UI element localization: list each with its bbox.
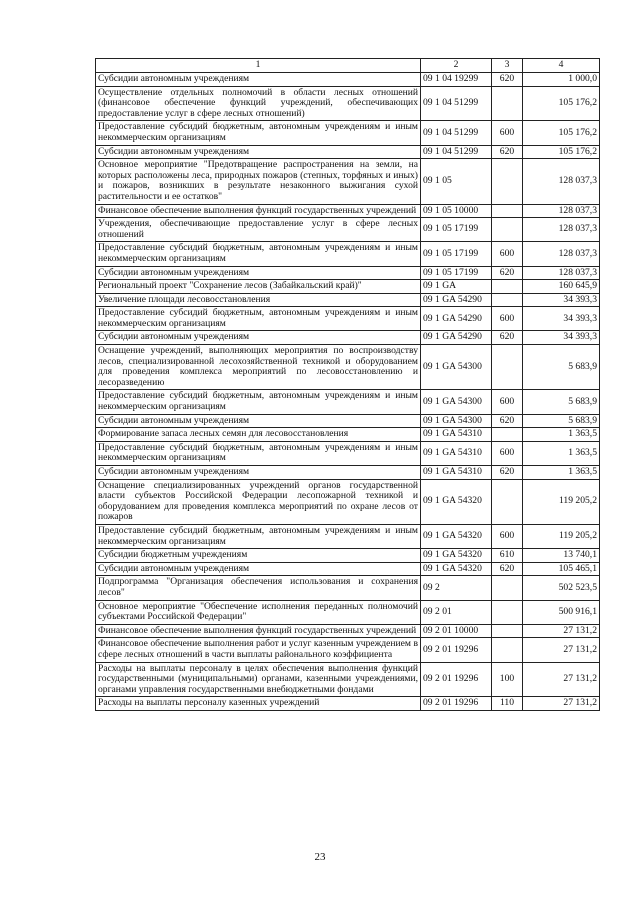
- table-row: [96, 576, 600, 600]
- row-type-cell: 600: [492, 441, 523, 465]
- row-sum-cell: 128 037,3: [523, 266, 600, 280]
- row-type-cell: [492, 624, 523, 638]
- row-code-cell: 09 1 05 17199: [421, 266, 492, 280]
- row-sum-cell: 5 683,9: [523, 345, 600, 390]
- row-sum-cell: 128 037,3: [523, 242, 600, 266]
- row-code-cell: 09 1 04 51299: [421, 145, 492, 159]
- row-type-cell: [492, 280, 523, 294]
- table-row: [96, 600, 600, 624]
- row-sum-cell: 128 037,3: [523, 218, 600, 242]
- table-row: [96, 242, 600, 266]
- table-row: [96, 293, 600, 307]
- column-header: 3: [492, 59, 523, 73]
- row-type-cell: 100: [492, 662, 523, 697]
- row-type-cell: 620: [492, 266, 523, 280]
- row-code-cell: 09 1 04 19299: [421, 73, 492, 87]
- row-type-cell: 110: [492, 697, 523, 711]
- row-name-cell: Финансовое обеспечение выполнения функций государственных учреждений: [96, 624, 421, 638]
- row-sum-cell: 5 683,9: [523, 414, 600, 428]
- table-row: [96, 524, 600, 548]
- row-sum-cell: 27 131,2: [523, 662, 600, 697]
- row-name-cell: Формирование запаса лесных семян для лесовосстановления: [96, 428, 421, 442]
- row-code-cell: 09 1 04 51299: [421, 86, 492, 121]
- row-code-cell: 09 1 GA 54320: [421, 549, 492, 563]
- column-header: 4: [523, 59, 600, 73]
- row-sum-cell: 500 916,1: [523, 600, 600, 624]
- row-name-cell: Предоставление субсидий бюджетным, автономным учреждениям и иным некоммерческим организациям: [96, 524, 421, 548]
- table-row: [96, 549, 600, 563]
- row-name-cell: Субсидии автономным учреждениям: [96, 331, 421, 345]
- row-sum-cell: 34 393,3: [523, 293, 600, 307]
- table-row: [96, 280, 600, 294]
- row-name-cell: Предоставление субсидий бюджетным, автономным учреждениям и иным некоммерческим организациям: [96, 441, 421, 465]
- row-name-cell: Основное мероприятие "Обеспечение исполнения переданных полномочий субъектами Российской Федерации": [96, 600, 421, 624]
- row-sum-cell: 105 176,2: [523, 121, 600, 145]
- row-code-cell: 09 1 04 51299: [421, 121, 492, 145]
- row-sum-cell: 27 131,2: [523, 624, 600, 638]
- table-row: [96, 624, 600, 638]
- column-header: 2: [421, 59, 492, 73]
- row-code-cell: 09 1 05 17199: [421, 242, 492, 266]
- row-code-cell: 09 2 01 10000: [421, 624, 492, 638]
- row-name-cell: Субсидии автономным учреждениям: [96, 466, 421, 480]
- table-row: [96, 307, 600, 331]
- row-code-cell: 09 2 01 19296: [421, 697, 492, 711]
- row-sum-cell: 160 645,9: [523, 280, 600, 294]
- table-row: [96, 414, 600, 428]
- row-sum-cell: 1 363,5: [523, 441, 600, 465]
- table-row: [96, 331, 600, 345]
- row-code-cell: 09 1 GA 54290: [421, 331, 492, 345]
- table-header-row: [96, 59, 600, 73]
- row-type-cell: 610: [492, 549, 523, 563]
- row-code-cell: 09 1 GA 54320: [421, 524, 492, 548]
- row-name-cell: Субсидии автономным учреждениям: [96, 414, 421, 428]
- row-type-cell: [492, 576, 523, 600]
- row-sum-cell: 27 131,2: [523, 697, 600, 711]
- row-sum-cell: 105 176,2: [523, 86, 600, 121]
- budget-table: [95, 58, 600, 711]
- row-name-cell: Оснащение специализированных учреждений органов государственной власти субъектов Российской Федерации лесопожарной техникой и оборудованием для проведения комплекса мероприятий по охране лесов от пожаров: [96, 479, 421, 524]
- row-type-cell: [492, 479, 523, 524]
- row-type-cell: 600: [492, 242, 523, 266]
- row-type-cell: 600: [492, 390, 523, 414]
- row-name-cell: Предоставление субсидий бюджетным, автономным учреждениям и иным некоммерческим организациям: [96, 307, 421, 331]
- row-type-cell: 620: [492, 73, 523, 87]
- row-code-cell: 09 2 01: [421, 600, 492, 624]
- row-type-cell: 600: [492, 121, 523, 145]
- row-sum-cell: 1 363,5: [523, 466, 600, 480]
- row-code-cell: 09 1 GA 54300: [421, 345, 492, 390]
- row-name-cell: Финансовое обеспечение выполнения работ и услуг казенным учреждением в сфере лесных отношений в части выплаты районального коэффициента: [96, 638, 421, 662]
- row-type-cell: 620: [492, 562, 523, 576]
- row-type-cell: 620: [492, 466, 523, 480]
- row-code-cell: 09 2: [421, 576, 492, 600]
- row-type-cell: 600: [492, 307, 523, 331]
- row-name-cell: Субсидии автономным учреждениям: [96, 562, 421, 576]
- row-name-cell: Предоставление субсидий бюджетным, автономным учреждениям и иным некоммерческим организациям: [96, 242, 421, 266]
- table-row: [96, 73, 600, 87]
- row-name-cell: Предоставление субсидий бюджетным, автономным учреждениям и иным некоммерческим организациям: [96, 121, 421, 145]
- row-code-cell: 09 1 GA 54300: [421, 414, 492, 428]
- row-type-cell: 600: [492, 524, 523, 548]
- row-code-cell: 09 1 GA 54290: [421, 307, 492, 331]
- row-name-cell: Региональный проект "Сохранение лесов (Забайкальский край)": [96, 280, 421, 294]
- table-row: [96, 466, 600, 480]
- table-row: [96, 562, 600, 576]
- row-sum-cell: 13 740,1: [523, 549, 600, 563]
- row-sum-cell: 128 037,3: [523, 204, 600, 218]
- row-name-cell: Расходы на выплаты персоналу казенных учреждений: [96, 697, 421, 711]
- row-code-cell: 09 1 05 17199: [421, 218, 492, 242]
- row-code-cell: 09 1 GA 54300: [421, 390, 492, 414]
- row-name-cell: Расходы на выплаты персоналу в целях обеспечения выполнения функций государственными (муниципальными) органами, казенными учреждениями, органами управления государственными внебюджетными фондами: [96, 662, 421, 697]
- row-sum-cell: 105 176,2: [523, 145, 600, 159]
- row-sum-cell: 119 205,2: [523, 524, 600, 548]
- row-type-cell: [492, 86, 523, 121]
- row-sum-cell: 5 683,9: [523, 390, 600, 414]
- table-row: [96, 266, 600, 280]
- table-row: [96, 662, 600, 697]
- table-row: [96, 218, 600, 242]
- row-sum-cell: 119 205,2: [523, 479, 600, 524]
- row-name-cell: Оснащение учреждений, выполняющих мероприятия по воспроизводству лесов, специализированной лесохозяйственной техникой и оборудованием для проведения комплекса мероприятий по лесовосстановлению и лесоразведению: [96, 345, 421, 390]
- row-type-cell: [492, 600, 523, 624]
- row-sum-cell: 128 037,3: [523, 159, 600, 204]
- table-row: [96, 121, 600, 145]
- row-type-cell: 620: [492, 145, 523, 159]
- row-code-cell: 09 1 GA 54310: [421, 466, 492, 480]
- row-sum-cell: 502 523,5: [523, 576, 600, 600]
- row-code-cell: 09 1 GA 54310: [421, 428, 492, 442]
- row-name-cell: Осуществление отдельных полномочий в области лесных отношений (финансовое обеспечение функций учреждений, обеспечивающих предоставление услуг в сфере лесных отношений): [96, 86, 421, 121]
- row-type-cell: [492, 293, 523, 307]
- table-row: [96, 390, 600, 414]
- table-row: [96, 638, 600, 662]
- row-type-cell: 620: [492, 414, 523, 428]
- row-sum-cell: 1 000,0: [523, 73, 600, 87]
- row-name-cell: Финансовое обеспечение выполнения функций государственных учреждений: [96, 204, 421, 218]
- row-code-cell: 09 2 01 19296: [421, 638, 492, 662]
- row-name-cell: Субсидии автономным учреждениям: [96, 73, 421, 87]
- row-type-cell: [492, 638, 523, 662]
- table-row: [96, 86, 600, 121]
- row-type-cell: [492, 218, 523, 242]
- page-number: 23: [314, 851, 326, 863]
- row-sum-cell: 34 393,3: [523, 331, 600, 345]
- row-code-cell: 09 1 GA 54320: [421, 562, 492, 576]
- row-type-cell: [492, 345, 523, 390]
- row-code-cell: 09 1 GA 54310: [421, 441, 492, 465]
- table-row: [96, 428, 600, 442]
- table-row: [96, 145, 600, 159]
- row-name-cell: Основное мероприятие "Предотвращение распространения на земли, на которых расположены леса, природных пожаров (степных, торфяных и иных) и пожаров, возникших в результате незаконного выжигания сухой растительности и ее остатков": [96, 159, 421, 204]
- row-type-cell: [492, 428, 523, 442]
- row-name-cell: Увеличение площади лесовосстановления: [96, 293, 421, 307]
- row-name-cell: Подпрограмма "Организация обеспечения использования и сохранения лесов": [96, 576, 421, 600]
- row-name-cell: Субсидии автономным учреждениям: [96, 266, 421, 280]
- table-row: [96, 159, 600, 204]
- row-name-cell: Субсидии бюджетным учреждениям: [96, 549, 421, 563]
- row-name-cell: Субсидии автономным учреждениям: [96, 145, 421, 159]
- row-code-cell: 09 1 GA 54290: [421, 293, 492, 307]
- row-sum-cell: 105 465,1: [523, 562, 600, 576]
- row-name-cell: Предоставление субсидий бюджетным, автономным учреждениям и иным некоммерческим организациям: [96, 390, 421, 414]
- row-code-cell: 09 1 GA: [421, 280, 492, 294]
- row-sum-cell: 27 131,2: [523, 638, 600, 662]
- row-sum-cell: 34 393,3: [523, 307, 600, 331]
- row-code-cell: 09 1 GA 54320: [421, 479, 492, 524]
- table-row: [96, 204, 600, 218]
- row-type-cell: [492, 159, 523, 204]
- table-row: [96, 441, 600, 465]
- row-type-cell: [492, 204, 523, 218]
- table-row: [96, 479, 600, 524]
- row-code-cell: 09 2 01 19296: [421, 662, 492, 697]
- row-sum-cell: 1 363,5: [523, 428, 600, 442]
- row-type-cell: 620: [492, 331, 523, 345]
- column-header: 1: [96, 59, 421, 73]
- row-code-cell: 09 1 05: [421, 159, 492, 204]
- row-code-cell: 09 1 05 10000: [421, 204, 492, 218]
- row-name-cell: Учреждения, обеспечивающие предоставление услуг в сфере лесных отношений: [96, 218, 421, 242]
- table-row: [96, 345, 600, 390]
- table-row: [96, 697, 600, 711]
